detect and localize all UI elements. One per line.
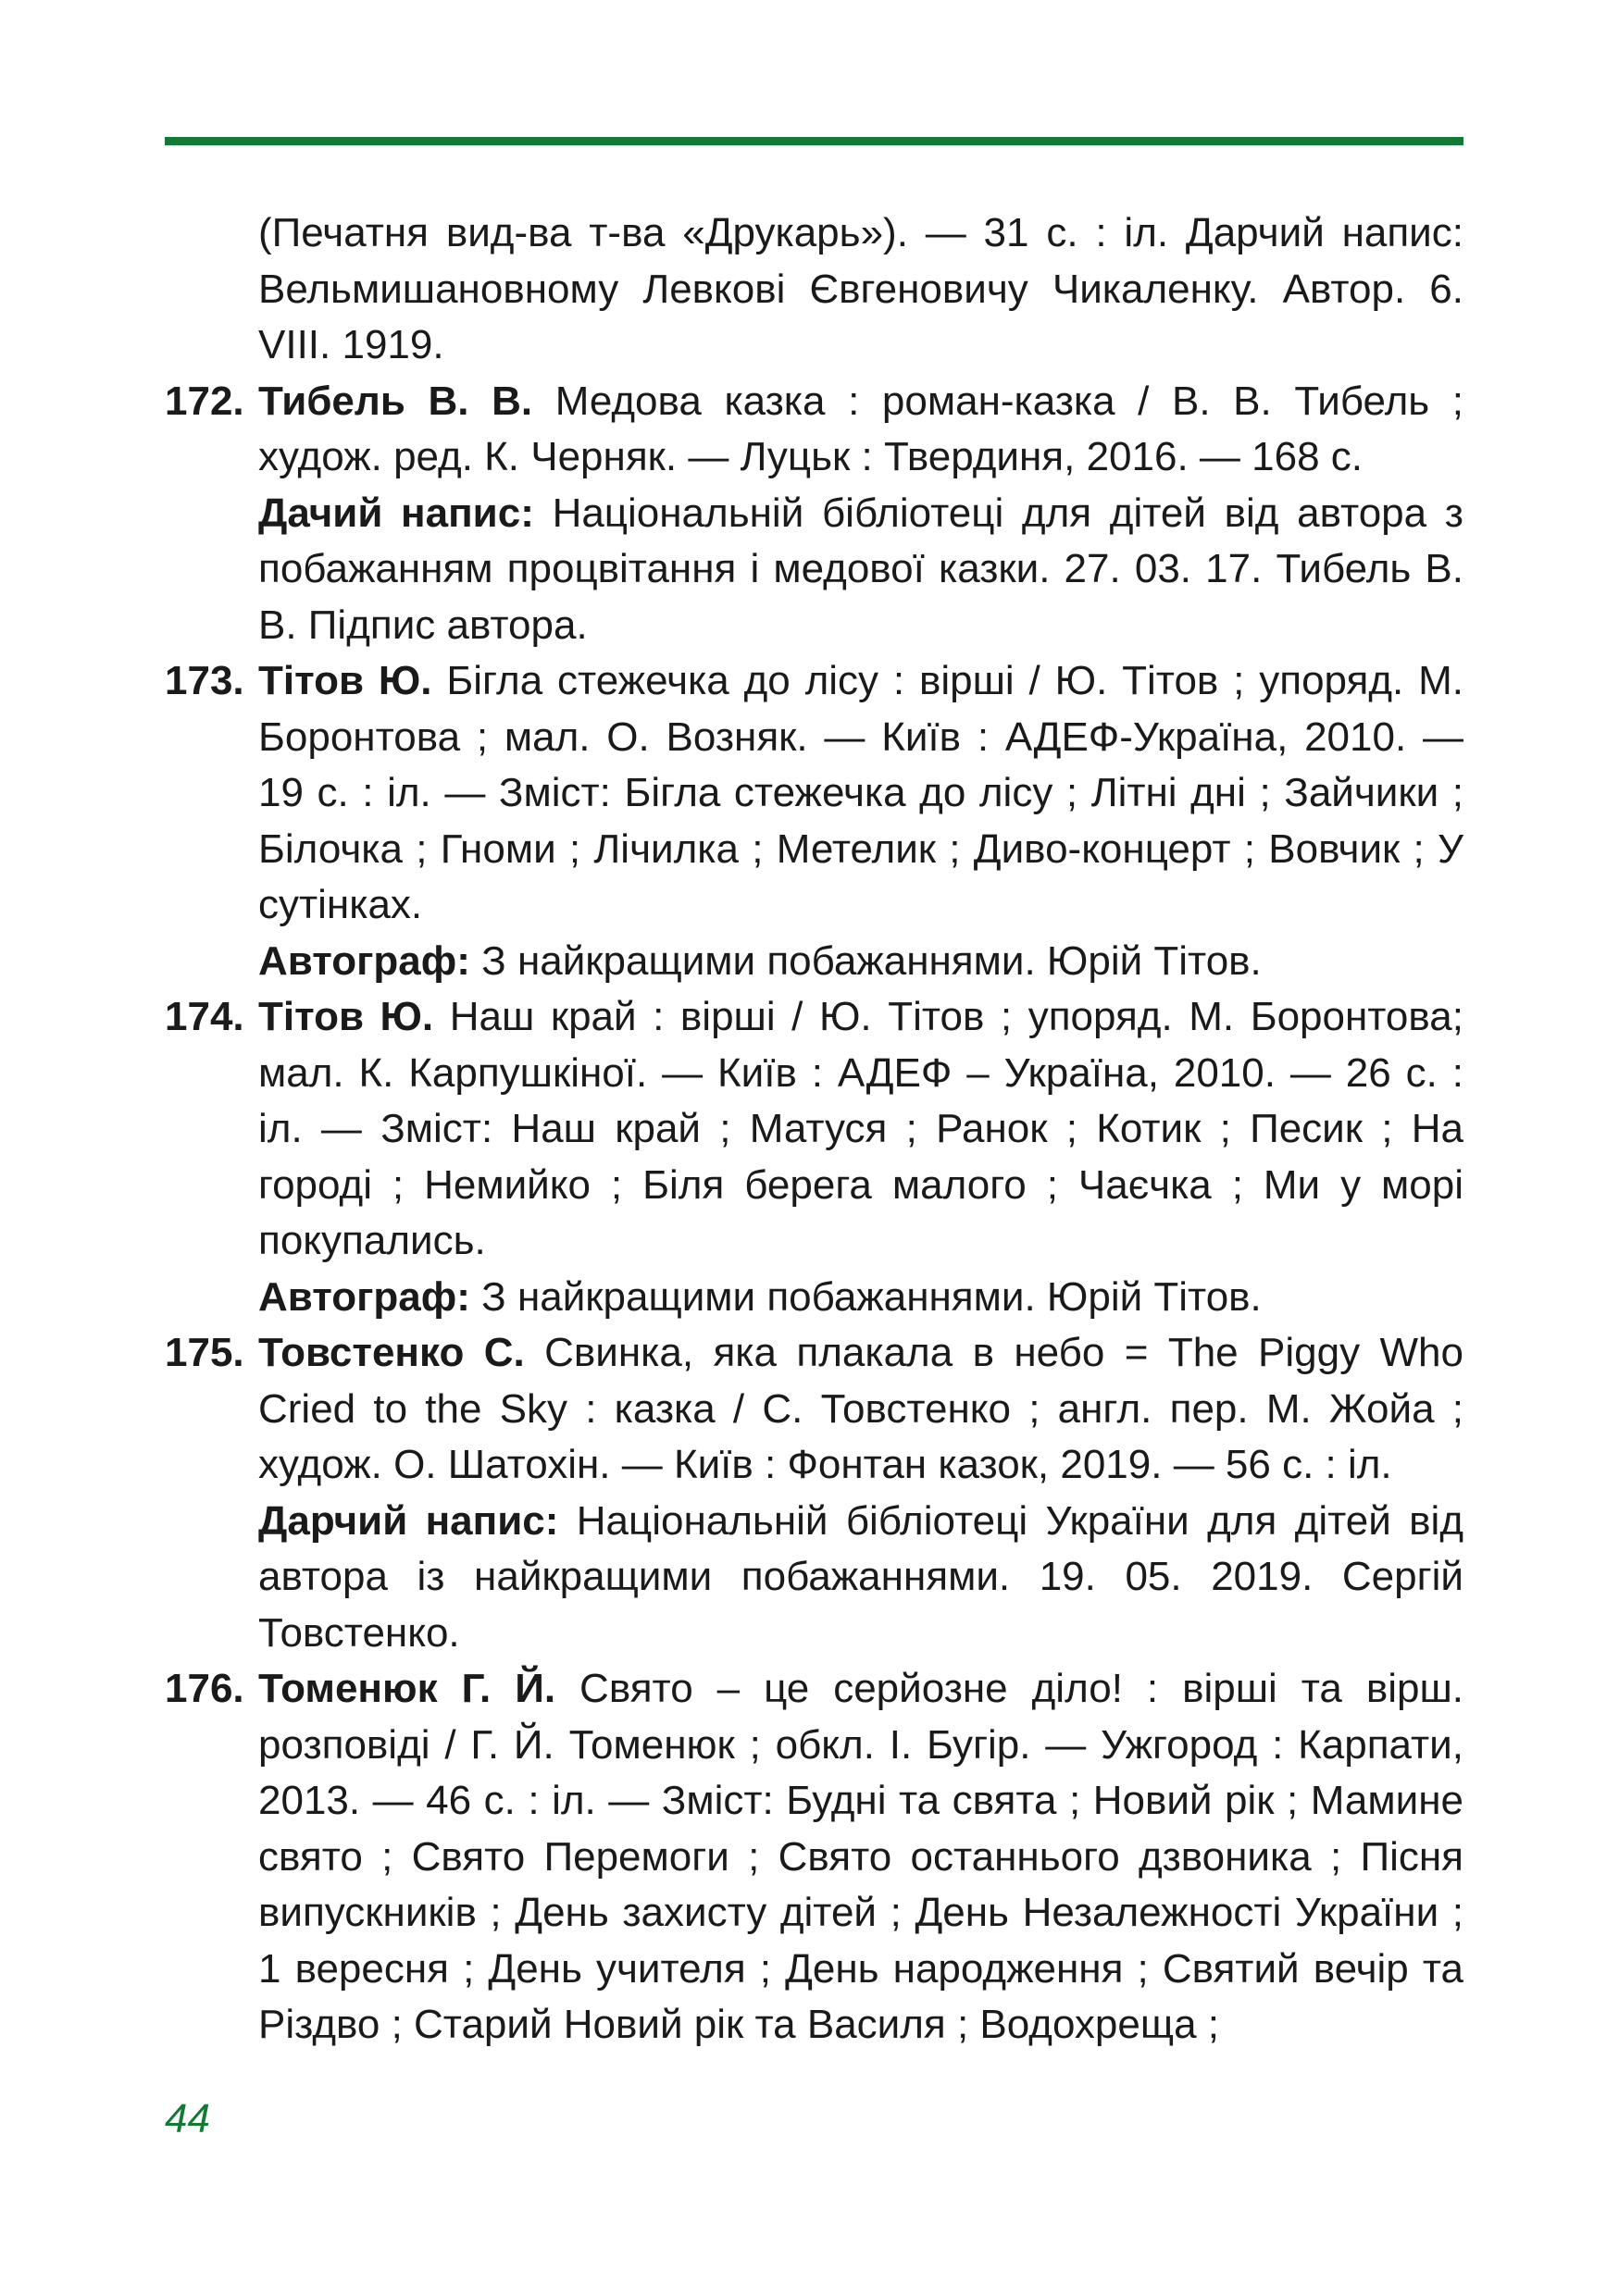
entry-author: Тибель В. В.	[258, 378, 533, 424]
entry-note	[258, 1270, 1463, 1326]
entry-continuation	[165, 205, 1463, 374]
entry-note-text: З найкращими побажаннями. Юрій Тітов.	[481, 937, 1262, 984]
entry-note	[258, 486, 1463, 654]
entry-description: Свято – це серйозне діло! : вірші та вірш. розповіді / Г. Й. Томенюк ; обкл. І. Бугір. — Ужгород : Карпати, 2013. — 46 с. : іл. — Зміст: Будні та свята ; Новий рік ; Мамине свято ; Свято Перемоги ; Свято останнього дзвоника ; Пісня випускників ; День захисту дітей ; День Незалежності України ; 1 вересня ; День учителя ; День народження ; Святий вечір та Різдво ; Старий Новий рік та Василя ; Водохреща ;	[258, 1666, 1464, 2047]
entry-description: Бігла стежечка до лісу : вірші / Ю. Тітов ; упоряд. М. Боронтова ; мал. О. Возняк. — Київ : АДЕФ-Україна, 2010. — 19 с. : іл. — Зміст: Бігла стежечка до лісу ; Літні дні ; Зайчики ; Білочка ; Гноми ; Лічилка ; Метелик ; Диво-концерт ; Вовчик ; У сутінках.	[258, 658, 1463, 927]
entry-note-text: Національній бібліотеці для дітей від автора з побажанням процвітання і медової казки. 27. 03. 17. Тибель В. В. Підпис автора.	[258, 490, 1463, 648]
entry-number: 176.	[165, 1666, 244, 1711]
entry-note	[258, 1494, 1463, 1662]
entry-number: 172.	[165, 378, 244, 424]
entry-author: Тітов Ю.	[258, 994, 434, 1039]
page-number: 44	[165, 2096, 210, 2141]
entry-172	[165, 374, 1463, 654]
entry-description: Свинка, яка плакала в небо = The Piggy Who Cried to the Sky : казка / С. Товстенко ; англ. пер. М. Жойа ; худож. О. Шатохін. — Київ : Фонтан казок, 2019. — 56 с. : іл.	[258, 1330, 1463, 1487]
entry-note-label: Дачий напис:	[258, 490, 534, 536]
entry-author: Товстенко С.	[258, 1330, 525, 1375]
entry-174	[165, 989, 1463, 1325]
entry-note-label: Автограф:	[258, 1273, 470, 1320]
entry-author: Тітов Ю.	[258, 658, 432, 703]
entry-number: 174.	[165, 994, 244, 1039]
entry-number: 173.	[165, 658, 244, 703]
bibliography-list	[165, 205, 1463, 2054]
entry-author: Томенюк Г. Й.	[258, 1666, 556, 1711]
entry-175	[165, 1325, 1463, 1661]
entry-note-text: З найкращими побажаннями. Юрій Тітов.	[481, 1273, 1262, 1320]
entry-note	[258, 934, 1463, 990]
entry-173	[165, 653, 1463, 989]
entry-continuation-text: (Печатня вид-ва т-ва «Друкарь»). — 31 с. : іл. Дарчий напис: Вельмишановному Левкові Євгеновичу Чикаленку. Автор. 6. VIII. 1919.	[258, 210, 1463, 367]
entry-description: Наш край : вірші / Ю. Тітов ; упоряд. М. Боронтова; мал. К. Карпушкіної. — Київ : АДЕФ – Україна, 2010. — 26 с. : іл. — Зміст: Наш край ; Матуся ; Ранок ; Котик ; Песик ; На городі ; Немийко ; Біля берега малого ; Чаєчка ; Ми у морі покупались.	[258, 994, 1463, 1263]
entry-note-label: Автограф:	[258, 937, 470, 984]
entry-note-label: Дарчий напис:	[258, 1497, 559, 1544]
entry-176	[165, 1661, 1463, 2054]
entry-number: 175.	[165, 1330, 244, 1375]
entry-description: Медова казка : роман-казка / В. В. Тибель ; худож. ред. К. Черняк. — Луцьк : Твердиня, 2016. — 168 с.	[258, 378, 1463, 479]
entry-note-text: Національній бібліотеці України для дітей від автора із найкращими побажаннями. 19. 05. 2019. Сергій Товстенко.	[258, 1497, 1463, 1656]
header-rule	[165, 137, 1463, 145]
